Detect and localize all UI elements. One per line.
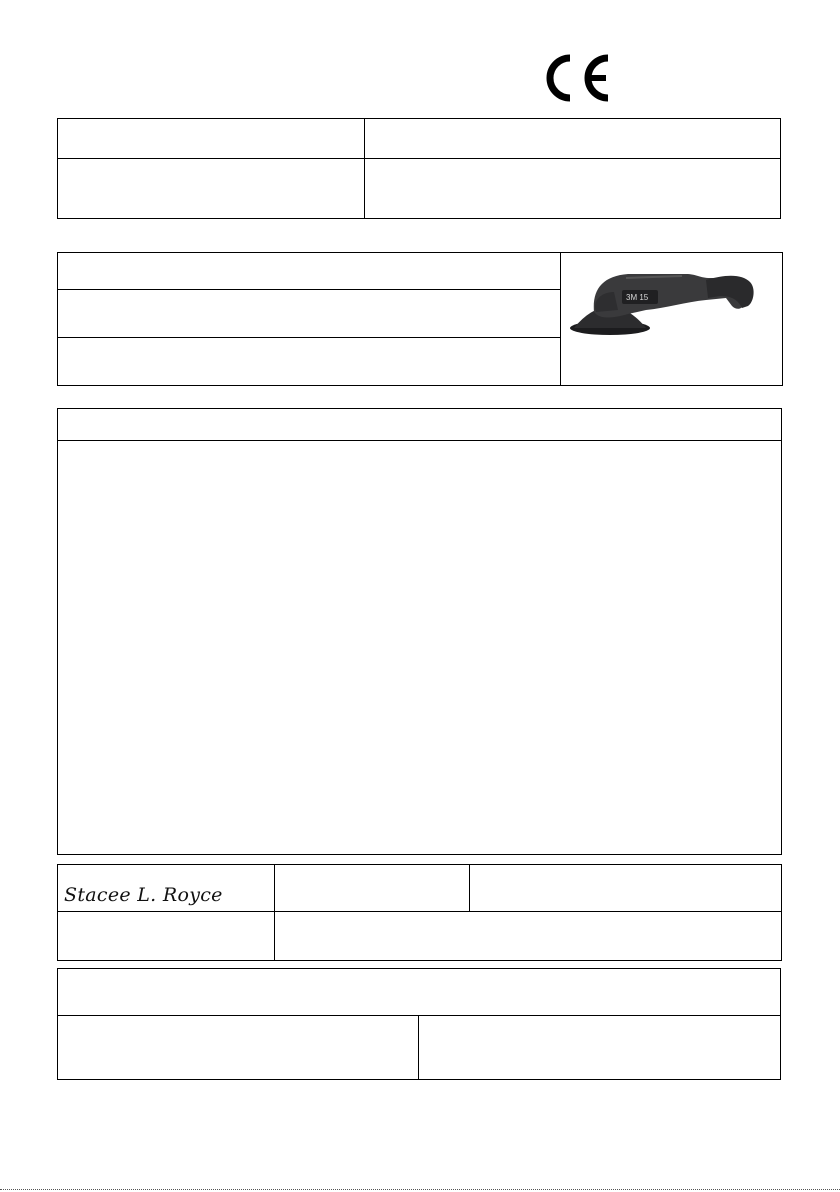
signature-table-col-divider-2 [469,864,470,911]
header-table-row-divider [57,158,781,159]
header-table-col-divider [364,118,365,219]
product-table-row-divider-2 [57,337,561,338]
product-table-image-divider [560,252,561,386]
footer-table-row-divider [57,1015,781,1016]
content-section-header-divider [57,440,782,441]
signature: Stacee L. Royce [64,884,223,906]
content-section [57,408,782,855]
signature-table-row-divider [57,911,782,912]
product-table-row-divider-1 [57,289,561,290]
footer-table-col-divider [418,1015,419,1080]
polisher-badge-label: 3M 15 [626,293,649,302]
ce-mark-icon [540,52,620,104]
page-edge-line [0,1189,840,1190]
header-table [57,118,781,219]
signature-table [57,864,782,961]
footer-table [57,968,781,1080]
signature-table-col-divider-1 [274,864,275,961]
polisher-photo-icon [566,262,778,378]
